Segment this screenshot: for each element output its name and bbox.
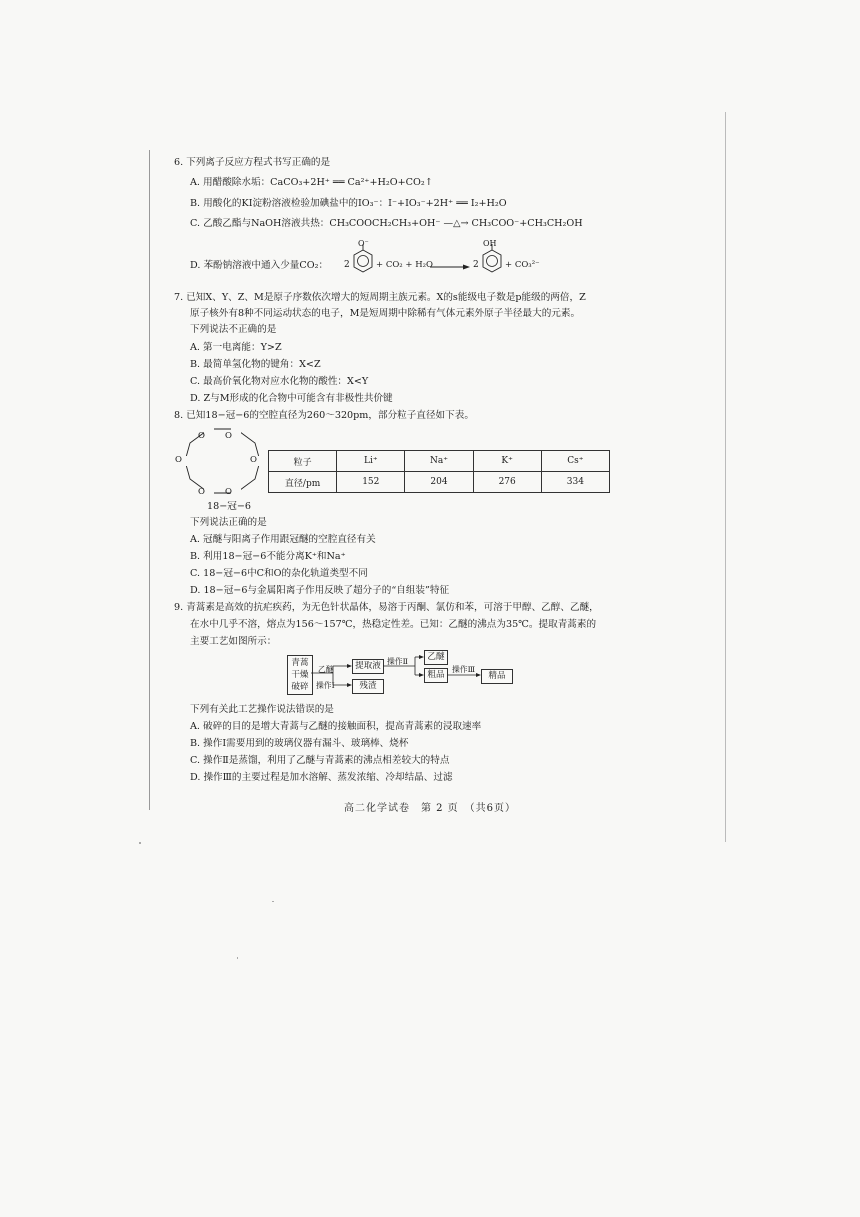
q9-question: 下列有关此工艺操作说法错误的是 bbox=[190, 704, 334, 715]
table-cell-diameter: 152 bbox=[337, 472, 405, 493]
flow-residue-box: 残渣 bbox=[352, 679, 384, 694]
q6-option-c: C. 乙酸乙酯与NaOH溶液共热：CH₃COOCH₂CH₃+OH⁻ —△→ CH₃COO⁻+CH₃CH₂OH bbox=[190, 218, 583, 229]
q6-option-a: A. 用醋酸除水垢：CaCO₃+2H⁺ ══ Ca²⁺+H₂O+CO₂↑ bbox=[190, 177, 433, 188]
q7-option-a: A. 第一电离能：Y>Z bbox=[190, 342, 282, 353]
ion-diameter-table bbox=[268, 450, 610, 493]
page-footer: 高二化学试卷 第 2 页 （共6页） bbox=[343, 803, 517, 814]
table-cell-diameter: 334 bbox=[541, 472, 609, 493]
table-row bbox=[269, 451, 610, 472]
table-cell-ion: Li⁺ bbox=[337, 451, 405, 472]
crown-oxygen-1: O bbox=[198, 431, 205, 441]
q8-option-c: C. 18−冠−6中C和O的杂化轨道类型不同 bbox=[190, 568, 368, 579]
q6-eq-oh: OH bbox=[483, 239, 497, 248]
q8-option-d: D. 18−冠−6与金属阳离子作用反映了超分子的“自组装”特征 bbox=[190, 585, 450, 596]
q9-option-a: A. 破碎的目的是增大青蒿与乙醚的接触面积，提高青蒿素的浸取速率 bbox=[190, 721, 482, 732]
q6-eq-products: + CO₃²⁻ bbox=[505, 260, 540, 270]
table-header-diameter: 直径/pm bbox=[269, 472, 337, 493]
q6-option-d: D. 苯酚钠溶液中通入少量CO₂： bbox=[190, 260, 329, 271]
q7-option-b: B. 最简单氢化物的键角：X<Z bbox=[190, 359, 321, 370]
q8-stem: 8. 已知18−冠−6的空腔直径为260～320pm，部分粒子直径如下表。 bbox=[174, 410, 474, 421]
q7-option-d: D. Z与M形成的化合物中可能含有非极性共价键 bbox=[190, 393, 393, 404]
flow-arrows-icon bbox=[311, 650, 486, 695]
table-cell-diameter: 276 bbox=[473, 472, 541, 493]
q6-stem: 6. 下列离子反应方程式书写正确的是 bbox=[174, 157, 331, 168]
flow-start-line3: 破碎 bbox=[291, 682, 309, 692]
flow-ether-box: 乙醚 bbox=[424, 650, 448, 665]
right-margin-rule bbox=[725, 112, 726, 842]
flow-crude-box: 粗品 bbox=[424, 668, 448, 683]
flow-op2-label: 操作Ⅱ bbox=[387, 657, 408, 666]
q9-stem-line2: 在水中几乎不溶，熔点为156～157℃，热稳定性差。已知：乙醚的沸点为35℃。提取青蒿素的 bbox=[190, 619, 597, 630]
q9-option-d: D. 操作Ⅲ的主要过程是加水溶解、蒸发浓缩、冷却结晶、过滤 bbox=[190, 772, 453, 783]
crown-oxygen-5: O bbox=[198, 487, 205, 497]
crown-oxygen-6: O bbox=[175, 455, 182, 465]
scan-speck bbox=[272, 901, 274, 902]
flow-pure-box: 精品 bbox=[481, 669, 513, 684]
q9-stem-line1: 9. 青蒿素是高效的抗疟疾药，为无色针状晶体，易溶于丙酮、氯仿和苯，可溶于甲醇、乙醇、乙醚， bbox=[174, 602, 599, 613]
table-row bbox=[269, 472, 610, 493]
crown-oxygen-2: O bbox=[225, 431, 232, 441]
flow-op3-label: 操作Ⅲ bbox=[452, 665, 476, 674]
q9-stem-line3: 主要工艺如图所示： bbox=[190, 636, 277, 647]
benzene-ring-right-icon bbox=[481, 248, 503, 274]
q6-option-b: B. 用酸化的KI淀粉溶液检验加碘盐中的IO₃⁻：I⁻+IO₃⁻+2H⁺ ══ I₂+H₂O bbox=[190, 198, 507, 209]
crown-ether-caption: 18−冠−6 bbox=[207, 501, 251, 512]
table-cell-diameter: 204 bbox=[405, 472, 473, 493]
q8-question: 下列说法正确的是 bbox=[190, 517, 267, 528]
q6-eq-coef-right: 2 bbox=[473, 260, 479, 270]
q8-option-b: B. 利用18−冠−6不能分离K⁺和Na⁺ bbox=[190, 551, 346, 562]
table-cell-ion: Cs⁺ bbox=[541, 451, 609, 472]
scan-speck bbox=[237, 957, 238, 959]
crown-oxygen-3: O bbox=[250, 455, 257, 465]
q8-option-a: A. 冠醚与阳离子作用跟冠醚的空腔直径有关 bbox=[190, 534, 376, 545]
q6-eq-coef-left: 2 bbox=[344, 260, 350, 270]
q6-eq-o-minus: O⁻ bbox=[358, 239, 369, 248]
flow-op1-label: 操作Ⅰ bbox=[316, 681, 335, 690]
q7-stem-line2: 原子核外有8种不同运动状态的电子，M是短周期中除稀有气体元素外原子半径最大的元素。 bbox=[190, 308, 581, 319]
crown-oxygen-4: O bbox=[225, 487, 232, 497]
q9-option-b: B. 操作Ⅰ需要用到的玻璃仪器有漏斗、玻璃棒、烧杯 bbox=[190, 738, 409, 749]
q9-option-c: C. 操作Ⅱ是蒸馏，利用了乙醚与青蒿素的沸点相差较大的特点 bbox=[190, 755, 450, 766]
table-cell-ion: K⁺ bbox=[473, 451, 541, 472]
flow-start-box bbox=[287, 655, 313, 695]
q6-eq-reactants: + CO₂ + H₂O bbox=[376, 260, 434, 270]
scan-speck bbox=[139, 842, 141, 844]
flow-start-line1: 青蒿 bbox=[291, 658, 309, 668]
q7-stem-line1: 7. 已知X、Y、Z、M是原子序数依次增大的短周期主族元素。X的s能级电子数是p能级的两倍，Z bbox=[174, 292, 586, 303]
q7-question: 下列说法不正确的是 bbox=[190, 324, 277, 335]
q7-option-c: C. 最高价氧化物对应水化物的酸性：X<Y bbox=[190, 376, 369, 387]
flow-solvent-label: 乙醚 bbox=[318, 665, 334, 674]
reaction-arrow-icon bbox=[430, 263, 470, 271]
flow-start-line2: 干燥 bbox=[291, 670, 309, 680]
benzene-ring-left-icon bbox=[352, 248, 374, 274]
left-margin-rule bbox=[149, 150, 150, 810]
table-cell-ion: Na⁺ bbox=[405, 451, 473, 472]
flow-extract-box: 提取液 bbox=[352, 659, 384, 674]
table-header-particle: 粒子 bbox=[269, 451, 337, 472]
